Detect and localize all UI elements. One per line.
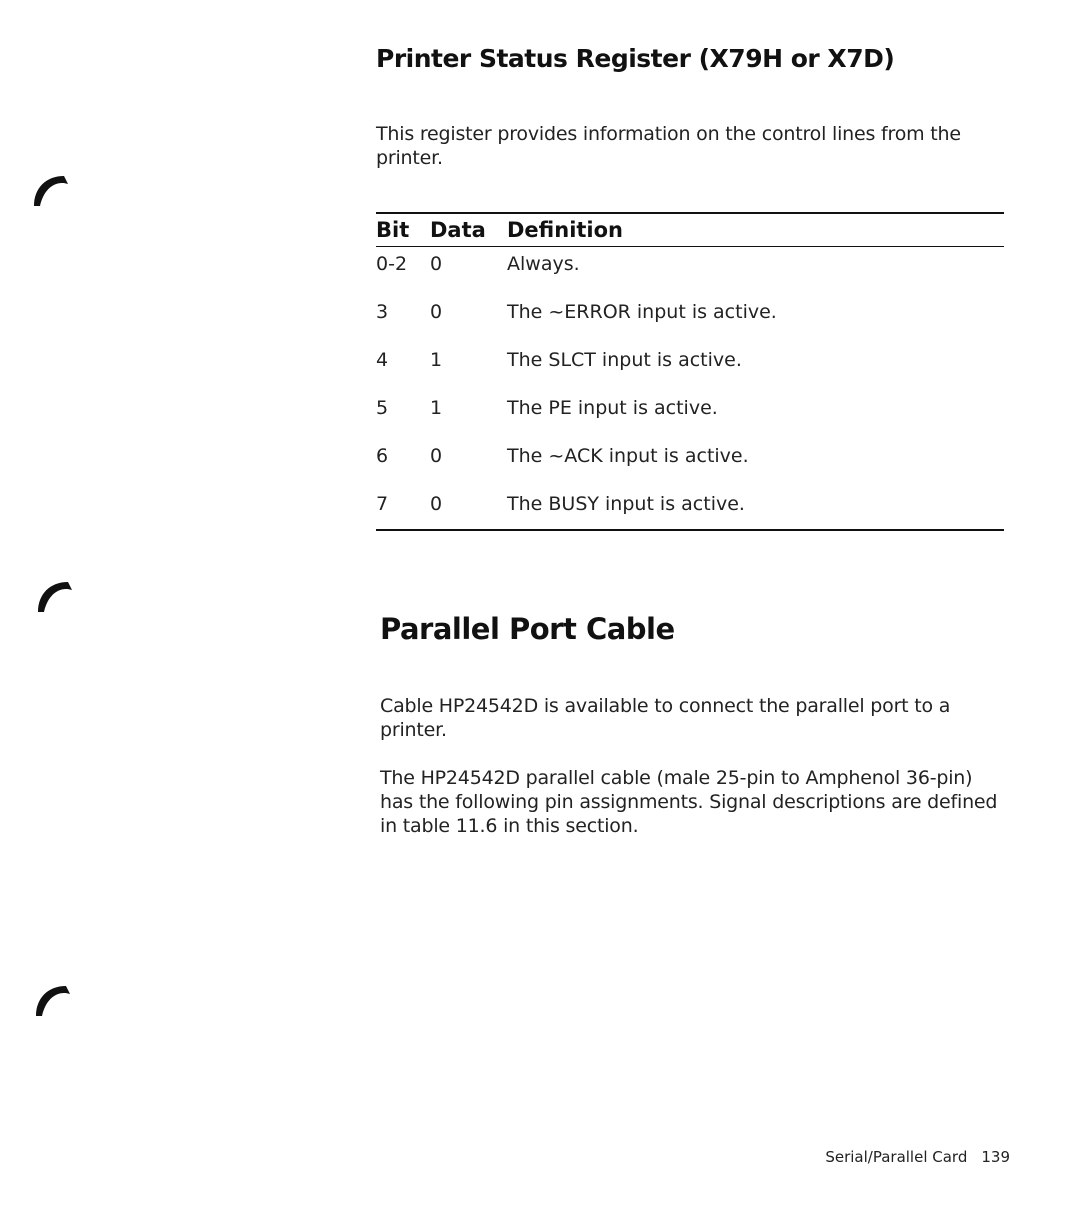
row-bit: 6 [376,445,389,467]
row-definition: The SLCT input is active. [507,349,742,371]
cable-paragraph-1: Cable HP24542D is available to connect the parallel port to a printer. [380,695,951,741]
table-row [376,251,1004,299]
printer-status-register-title: Printer Status Register (X79H or X7D) [376,44,895,73]
row-definition: Always. [507,253,580,275]
table-row [376,347,1004,395]
row-data: 0 [430,493,443,515]
table-bottom-rule [376,529,1004,531]
row-data: 1 [430,397,443,419]
table-body [376,247,1004,529]
row-bit: 5 [376,397,389,419]
row-bit: 7 [376,493,389,515]
table-row [376,395,1004,443]
parallel-port-cable-title: Parallel Port Cable [380,612,675,646]
row-definition: The BUSY input is active. [507,493,745,515]
binder-hole-mark-top [30,170,70,210]
row-bit: 0-2 [376,253,408,275]
row-definition: The ~ACK input is active. [507,445,749,467]
page-number: 139 [981,1148,1010,1166]
footer-section-name: Serial/Parallel Card [825,1148,968,1166]
cable-paragraph-2: The HP24542D parallel cable (male 25-pin to Amphenol 36-pin) has the following pin assignments. Signal descriptions are defined in table 11.6 in this section. [380,767,998,837]
table-row [376,443,1004,491]
row-data: 0 [430,253,443,275]
table-row [376,299,1004,347]
table-row [376,491,1004,525]
table-header-row [376,214,1004,246]
page-footer [825,1148,1010,1166]
row-data: 1 [430,349,443,371]
printer-status-intro: This register provides information on the control lines from the printer. [376,123,961,169]
row-bit: 4 [376,349,389,371]
printer-status-register-table [376,212,1004,531]
header-data: Data [430,218,486,242]
row-definition: The ~ERROR input is active. [507,301,777,323]
header-definition: Definition [507,218,624,242]
header-bit: Bit [376,218,410,242]
row-definition: The PE input is active. [507,397,718,419]
row-bit: 3 [376,301,389,323]
row-data: 0 [430,445,443,467]
binder-hole-mark-middle [34,576,74,616]
binder-hole-mark-bottom [32,980,72,1020]
row-data: 0 [430,301,443,323]
